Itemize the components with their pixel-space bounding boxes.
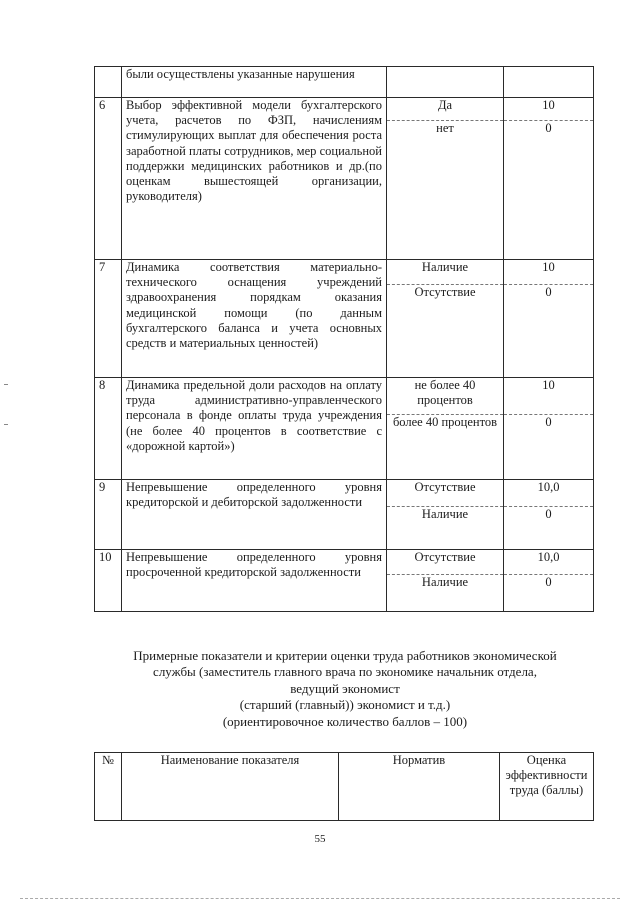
option-label: Наличие bbox=[421, 507, 469, 521]
row-number: 9 bbox=[95, 480, 122, 550]
option-score: 0 bbox=[545, 121, 552, 135]
row-number: 10 bbox=[95, 550, 122, 612]
header-table bbox=[94, 752, 594, 821]
row-number bbox=[95, 67, 122, 98]
heading-line-5: (ориентировочное количество баллов – 100) bbox=[222, 713, 468, 729]
col-number-header: № bbox=[95, 753, 122, 821]
criteria-row bbox=[95, 480, 594, 550]
criteria-row bbox=[95, 98, 594, 260]
section-heading bbox=[80, 648, 610, 730]
scan-artifact-line bbox=[20, 898, 620, 900]
option-score bbox=[504, 67, 593, 97]
option-label: Наличие bbox=[421, 575, 469, 589]
option-label: более 40 процентов bbox=[392, 415, 498, 429]
criteria-row bbox=[95, 378, 594, 480]
option-score: 10 bbox=[504, 98, 593, 121]
criterion-options bbox=[387, 98, 504, 260]
criterion-name: Выбор эффективной модели бухгалтерского учета, расчетов по ФЗП, начислениям стимулирующих выплат для обеспечения роста заработной платы сотрудников, мер социальной поддержки медицинских работников и др.(по оценкам вышестоящей организации, руководителя) bbox=[122, 98, 387, 260]
option-score: 0 bbox=[545, 507, 552, 521]
criterion-name: Динамика соответствия материально-технического оснащения учреждений здравоохранения порядкам оказания медицинской помощи (по данным бухгалтерского баланса и учета основных средств и материальных ценностей) bbox=[122, 260, 387, 378]
option-score: 10 bbox=[504, 260, 593, 285]
criterion-options bbox=[387, 260, 504, 378]
criteria-row bbox=[95, 260, 594, 378]
option-score: 0 bbox=[545, 415, 552, 429]
margin-mark bbox=[4, 384, 8, 385]
col-score-header: Оценка эффективности труда (баллы) bbox=[500, 753, 594, 821]
criteria-table bbox=[94, 66, 594, 612]
margin-mark bbox=[4, 424, 8, 425]
criterion-scores bbox=[504, 67, 594, 98]
criterion-options bbox=[387, 480, 504, 550]
criterion-scores bbox=[504, 260, 594, 378]
criterion-options bbox=[387, 67, 504, 98]
criterion-scores bbox=[504, 550, 594, 612]
option-label: Отсутствие bbox=[387, 550, 503, 575]
heading-line-3: ведущий экономист bbox=[290, 680, 400, 696]
option-score: 10,0 bbox=[504, 480, 593, 507]
row-number: 8 bbox=[95, 378, 122, 480]
option-label: не более 40 процентов bbox=[387, 378, 503, 415]
heading-line-2: службы (заместитель главного врача по экономике начальник отдела, bbox=[153, 664, 537, 680]
option-label: Да bbox=[387, 98, 503, 121]
row-number: 6 bbox=[95, 98, 122, 260]
option-label bbox=[387, 67, 503, 97]
heading-line-4: (старший (главный)) экономист и т.д.) bbox=[239, 697, 451, 713]
criterion-name: были осуществлены указанные нарушения bbox=[122, 67, 387, 98]
option-score: 0 bbox=[545, 575, 552, 589]
option-label: Отсутствие bbox=[414, 285, 476, 299]
option-score: 10 bbox=[504, 378, 593, 415]
criterion-scores bbox=[504, 98, 594, 260]
option-label: Отсутствие bbox=[387, 480, 503, 507]
criterion-name: Непревышение определенного уровня кредиторской и дебиторской задолженности bbox=[122, 480, 387, 550]
col-norm-header: Норматив bbox=[339, 753, 500, 821]
criterion-scores bbox=[504, 480, 594, 550]
option-score: 0 bbox=[545, 285, 552, 299]
criterion-options bbox=[387, 378, 504, 480]
row-number: 7 bbox=[95, 260, 122, 378]
page-number: 55 bbox=[314, 833, 326, 845]
criterion-scores bbox=[504, 378, 594, 480]
option-label: нет bbox=[436, 121, 454, 135]
option-score: 10,0 bbox=[504, 550, 593, 575]
heading-line-1: Примерные показатели и критерии оценки труда работников экономической bbox=[133, 648, 557, 663]
option-label: Наличие bbox=[387, 260, 503, 285]
criteria-row bbox=[95, 67, 594, 98]
criteria-row bbox=[95, 550, 594, 612]
col-name-header: Наименование показателя bbox=[122, 753, 339, 821]
criterion-options bbox=[387, 550, 504, 612]
criterion-name: Динамика предельной доли расходов на оплату труда административно-управленческого персонала в фонде оплаты труда учреждения (не более 40 процентов в соответствие с «дорожной картой») bbox=[122, 378, 387, 480]
criterion-name: Непревышение определенного уровня просроченной кредиторской задолженности bbox=[122, 550, 387, 612]
